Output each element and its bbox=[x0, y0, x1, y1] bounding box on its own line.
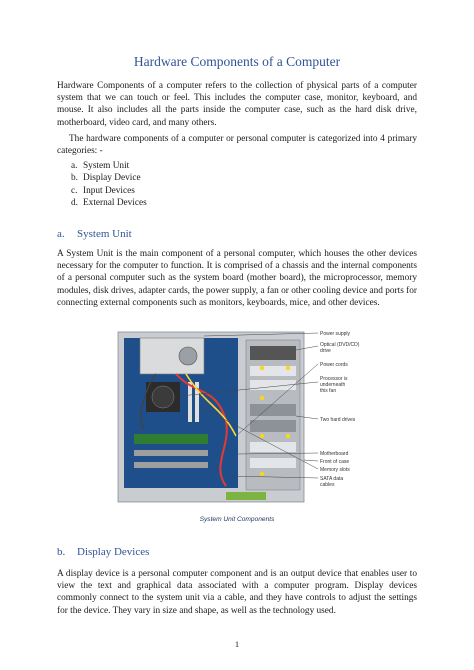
display-devices-paragraph: A display device is a personal computer component and is an output device that enables user to view the text and graphical data associated with a computer program. Display devices commonly connect to the system unit via a cable, and they have controls to adjust the settings for the device. They vary in size and shape, as well as the technology used. bbox=[57, 569, 417, 616]
categories-list bbox=[57, 160, 147, 210]
callout-sata-line2: cables bbox=[320, 482, 335, 488]
list-item-label: External Devices bbox=[83, 198, 147, 209]
page-number: 1 bbox=[234, 639, 240, 649]
list-marker: c. bbox=[71, 185, 78, 196]
optical-drive bbox=[250, 346, 296, 360]
list-marker: d. bbox=[71, 198, 78, 209]
list-marker: a. bbox=[71, 161, 78, 171]
categories-paragraph-text: The hardware components of a computer or personal computer is categorized into 4 primary categories: - bbox=[57, 134, 417, 157]
pci-slot bbox=[134, 462, 208, 468]
cpu-fan bbox=[152, 386, 174, 408]
callout-hard-drives: Two hard drives bbox=[320, 417, 356, 423]
drive-screw bbox=[286, 434, 290, 438]
callout-optical-line2: drive bbox=[320, 348, 331, 354]
drive-screw bbox=[260, 396, 264, 400]
callout-optical-line1: Optical (DVD/CD) bbox=[320, 342, 360, 348]
list-item bbox=[57, 160, 147, 172]
psu-fan bbox=[179, 347, 197, 365]
section-marker: b. bbox=[57, 546, 66, 558]
section-heading-display-devices bbox=[57, 546, 149, 558]
section-marker: a. bbox=[57, 228, 65, 240]
callout-power-cords: Power cords bbox=[320, 362, 348, 368]
list-item-label: Display Device bbox=[83, 173, 141, 184]
page-title: Hardware Components of a Computer bbox=[133, 54, 341, 69]
pci-slot bbox=[134, 450, 208, 456]
list-item bbox=[57, 197, 147, 209]
callout-sata-line1: SATA data bbox=[320, 476, 344, 482]
section-heading-text: System Unit bbox=[77, 228, 132, 240]
drive-screw bbox=[260, 366, 264, 370]
intro-paragraph: Hardware Components of a computer refers to the collection of physical parts of a computer system that we can touch or feel. This includes the computer case, monitor, keyboard, and mouse. It also includes all the parts inside the computer case, such as the hard disk drive, motherboard, video card, and many others. bbox=[57, 81, 417, 128]
list-item-label: System Unit bbox=[83, 161, 130, 171]
callout-memory-slots: Memory slots bbox=[320, 467, 350, 473]
list-item bbox=[57, 185, 147, 197]
callout-processor-line3: this fan bbox=[320, 388, 337, 394]
system-unit-paragraph: A System Unit is the main component of a personal computer, which houses the other devices necessary for the computer to function. It is comprised of a chassis and the internal components of a personal computer such as the system board (mother board), the microprocessor, memory modules, disk drives, adapter cards, the power supply, a fan or other cooling device and ports for connecting external components such as monitors, keyboards, mice, and other devices. bbox=[57, 249, 417, 308]
drive-screw bbox=[286, 366, 290, 370]
system-unit-figure bbox=[116, 326, 366, 504]
drive-screw bbox=[260, 434, 264, 438]
drive-bay bbox=[250, 458, 296, 468]
callout-processor-line1: Processor is bbox=[320, 376, 348, 382]
figure-caption: System Unit Components bbox=[199, 516, 275, 523]
memory-slot bbox=[188, 382, 192, 422]
categories-paragraph bbox=[57, 133, 417, 157]
hard-drive bbox=[250, 404, 296, 416]
callout-front-case: Front of case bbox=[320, 459, 350, 465]
callout-motherboard: Motherboard bbox=[320, 451, 349, 457]
hard-drive bbox=[250, 420, 296, 432]
expansion-card bbox=[134, 434, 208, 444]
section-heading-text: Display Devices bbox=[77, 546, 150, 558]
case-foot bbox=[226, 492, 266, 500]
callout-processor-line2: underneath bbox=[320, 382, 346, 388]
list-item bbox=[57, 172, 147, 184]
callout-power-supply: Power supply bbox=[320, 331, 351, 337]
drive-screw bbox=[260, 472, 264, 476]
list-marker: b. bbox=[71, 173, 78, 184]
list-item-label: Input Devices bbox=[83, 185, 135, 196]
section-heading-system-unit bbox=[57, 228, 132, 240]
drive-bay bbox=[250, 442, 296, 452]
